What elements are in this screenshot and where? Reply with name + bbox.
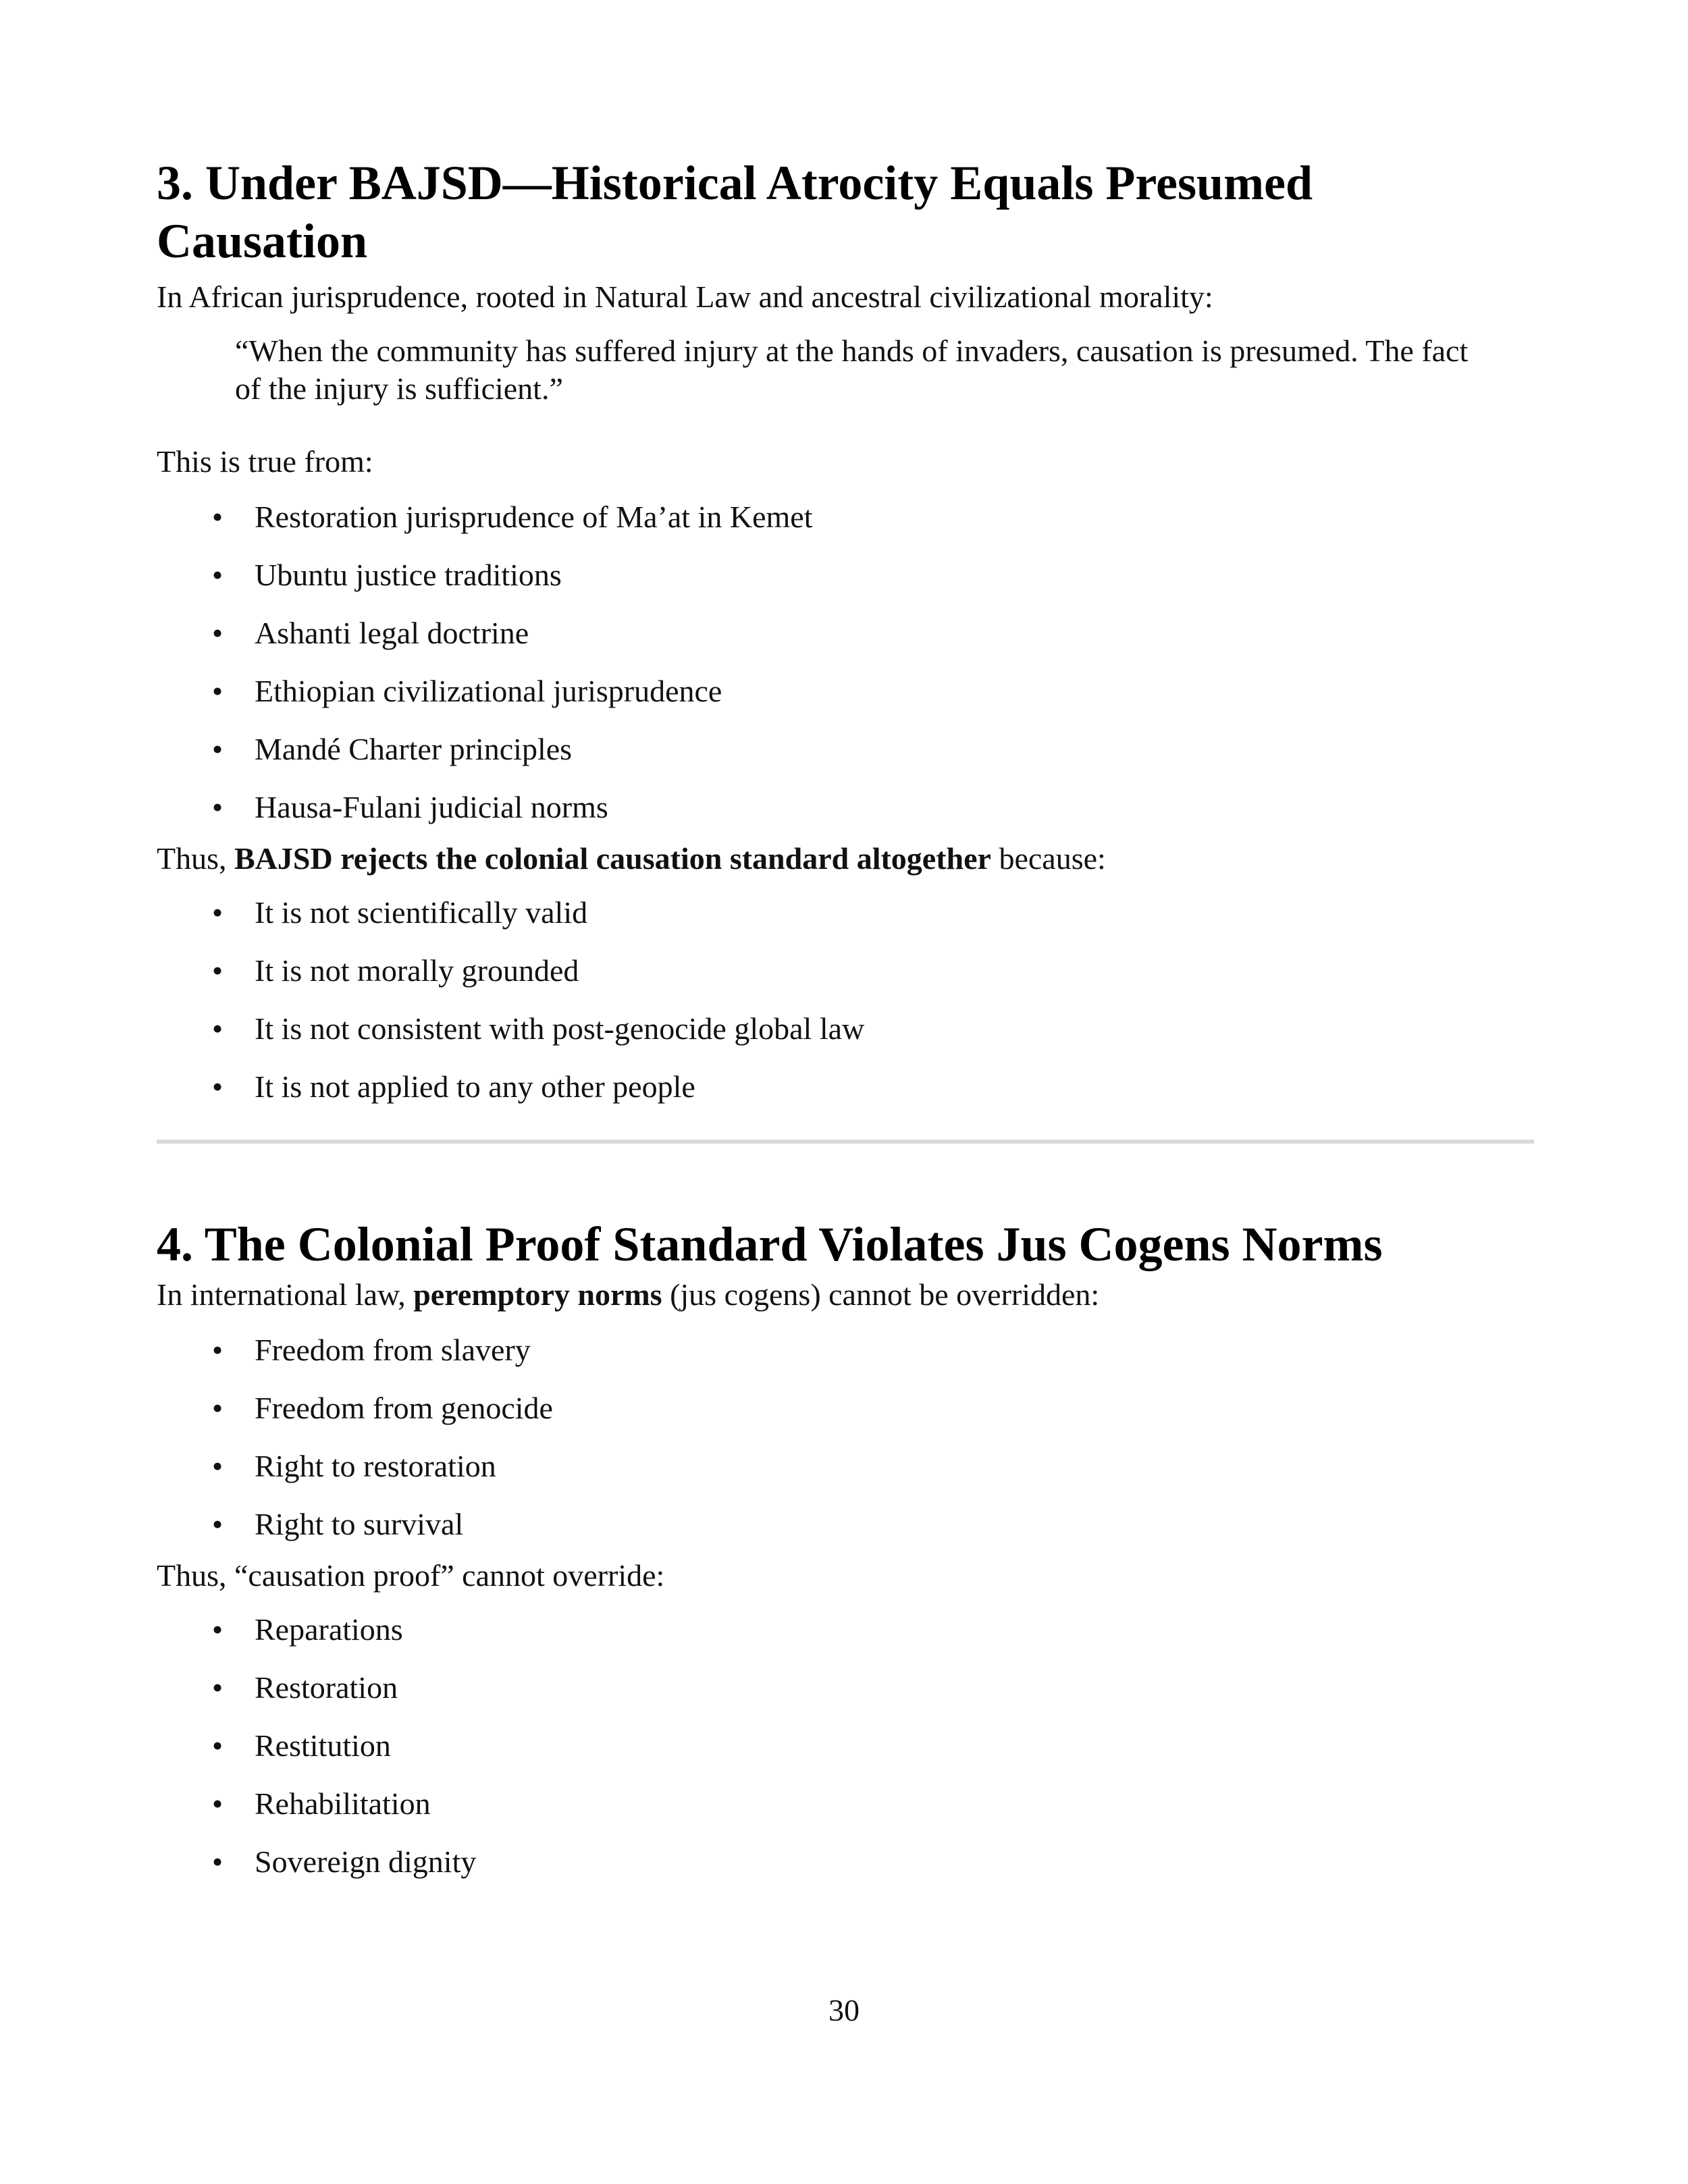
- bullet-icon: •: [212, 1786, 223, 1821]
- list-item: • Ethiopian civilizational jurisprudence: [157, 672, 1534, 710]
- list-item: • Right to restoration: [157, 1447, 1534, 1485]
- section-4-thus: Thus, “causation proof” cannot override:: [157, 1558, 665, 1593]
- list-item: • Hausa-Fulani judicial norms: [157, 789, 1534, 826]
- bullet-icon: •: [212, 790, 223, 824]
- section-3-intro: In African jurisprudence, rooted in Natural Law and ancestral civilizational morality:: [157, 279, 1213, 314]
- norms-list: [157, 1331, 1534, 1543]
- bullet-icon: •: [212, 616, 223, 650]
- bullet-icon: •: [212, 1507, 223, 1541]
- bullet-icon: •: [212, 558, 223, 592]
- page-number: 30: [828, 1993, 860, 2027]
- list-item: • It is not scientifically valid: [157, 894, 1534, 932]
- thus-emphasis: BAJSD rejects the colonial causation standard altogether: [234, 841, 991, 876]
- section-divider: [157, 1140, 1534, 1144]
- list-item: • Restoration: [157, 1669, 1534, 1707]
- bullet-icon: •: [212, 1391, 223, 1425]
- peremptory-norms-emphasis: peremptory norms: [413, 1277, 662, 1312]
- bullet-icon: •: [212, 895, 223, 930]
- bullet-icon: •: [212, 500, 223, 534]
- list-item: • Rehabilitation: [157, 1785, 1534, 1823]
- overrides-list: [157, 1611, 1534, 1881]
- list-item: • Freedom from slavery: [157, 1331, 1534, 1369]
- bullet-icon: •: [212, 1449, 223, 1483]
- list-item: • Freedom from genocide: [157, 1389, 1534, 1427]
- sources-list: [157, 498, 1534, 826]
- list-item: • It is not morally grounded: [157, 952, 1534, 990]
- section-3-quote: “When the community has suffered injury at the hands of invaders, causation is presumed. The fact of the injury is sufficient.”: [235, 334, 1469, 406]
- section-4-heading: 4. The Colonial Proof Standard Violates Jus Cogens Norms: [157, 1217, 1383, 1271]
- list-item: • Restoration jurisprudence of Ma’at in Kemet: [157, 498, 1534, 536]
- reasons-list: [157, 894, 1534, 1106]
- section-3-heading: 3. Under BAJSD—Historical Atrocity Equals Presumed Causation: [157, 156, 1313, 268]
- list-item: • Reparations: [157, 1611, 1534, 1649]
- section-4-intro: In international law, peremptory norms (jus cogens) cannot be overridden:: [157, 1277, 1100, 1312]
- list-item: • Mandé Charter principles: [157, 730, 1534, 768]
- bullet-icon: •: [212, 1844, 223, 1879]
- list-item: • Ubuntu justice traditions: [157, 556, 1534, 594]
- list-item: • Restitution: [157, 1727, 1534, 1765]
- bullet-icon: •: [212, 1728, 223, 1763]
- bullet-icon: •: [212, 1069, 223, 1104]
- list-item: • It is not consistent with post-genocide global law: [157, 1010, 1534, 1048]
- bullet-icon: •: [212, 1612, 223, 1647]
- list-item: • Ashanti legal doctrine: [157, 614, 1534, 652]
- bullet-icon: •: [212, 953, 223, 988]
- list-item: • Right to survival: [157, 1506, 1534, 1543]
- document-page: [157, 0, 1534, 1881]
- bullet-icon: •: [212, 1011, 223, 1046]
- list-item: • Sovereign dignity: [157, 1843, 1534, 1881]
- bullet-icon: •: [212, 732, 223, 766]
- section-3-thus: Thus, BAJSD rejects the colonial causation standard altogether because:: [157, 841, 1106, 876]
- section-3-true-from: This is true from:: [157, 444, 373, 479]
- list-item: • It is not applied to any other people: [157, 1068, 1534, 1106]
- bullet-icon: •: [212, 1333, 223, 1367]
- bullet-icon: •: [212, 674, 223, 708]
- bullet-icon: •: [212, 1670, 223, 1705]
